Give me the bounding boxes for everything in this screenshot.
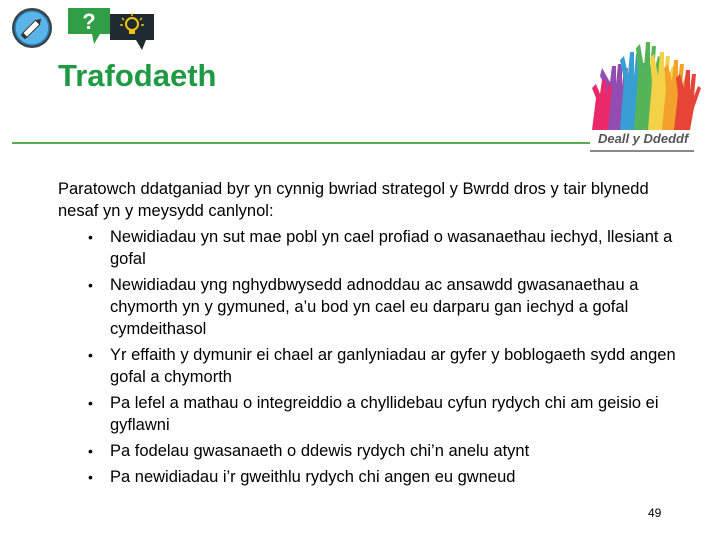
bullet-marker: • xyxy=(88,277,93,293)
slide-body xyxy=(58,178,688,492)
bullet-marker: • xyxy=(88,229,93,245)
list-item xyxy=(58,392,688,436)
bullet-marker: • xyxy=(88,469,93,485)
list-item-text: Newidiadau yn sut mae pobl yn cael profiad o wasanaethau iechyd, llesiant a gofal xyxy=(110,228,673,268)
brand-mark xyxy=(590,130,702,152)
list-item xyxy=(58,440,688,462)
lightbulb-bubble-icon xyxy=(106,10,158,54)
title-divider xyxy=(12,142,590,144)
intro-paragraph: Paratowch ddatganiad byr yn cynnig bwriad strategol y Bwrdd dros y tair blynedd nesaf yn y meysydd canlynol: xyxy=(58,180,649,220)
list-item xyxy=(58,466,688,488)
question-mark: ? xyxy=(82,9,96,34)
list-item-text: Pa fodelau gwasanaeth o ddewis rydych chi’n anelu atynt xyxy=(110,442,530,460)
bullet-marker: • xyxy=(88,443,93,459)
list-item xyxy=(58,344,688,388)
bullet-marker: • xyxy=(88,395,93,411)
list-item-text: Pa newidiadau i’r gweithlu rydych chi angen eu gwneud xyxy=(110,468,516,486)
raised-hands-logo xyxy=(590,38,702,130)
bullet-marker: • xyxy=(88,347,93,363)
list-item-text: Yr effaith y dymunir ei chael ar ganlyniadau ar gyfer y boblogaeth sydd angen gofal a chymorth xyxy=(110,346,676,386)
list-item xyxy=(58,274,688,340)
brand-text: Deall y Ddeddf xyxy=(598,131,689,146)
page-number: 49 xyxy=(648,506,662,520)
slide-title: Trafodaeth xyxy=(58,58,217,93)
list-item-text: Pa lefel a mathau o integreiddio a chyllidebau cyfun rydych chi am geisio ei gyflawni xyxy=(110,394,659,434)
bullet-list xyxy=(58,226,688,488)
brand-underline xyxy=(590,150,694,152)
list-item xyxy=(58,226,688,270)
list-item-text: Newidiadau yng nghydbwysedd adnoddau ac ansawdd gwasanaethau a chymorth yn y gymuned, a’u bod yn cael eu darparu gan iechyd a gofal cymdeithasol xyxy=(110,276,639,338)
pencil-icon xyxy=(10,6,54,50)
